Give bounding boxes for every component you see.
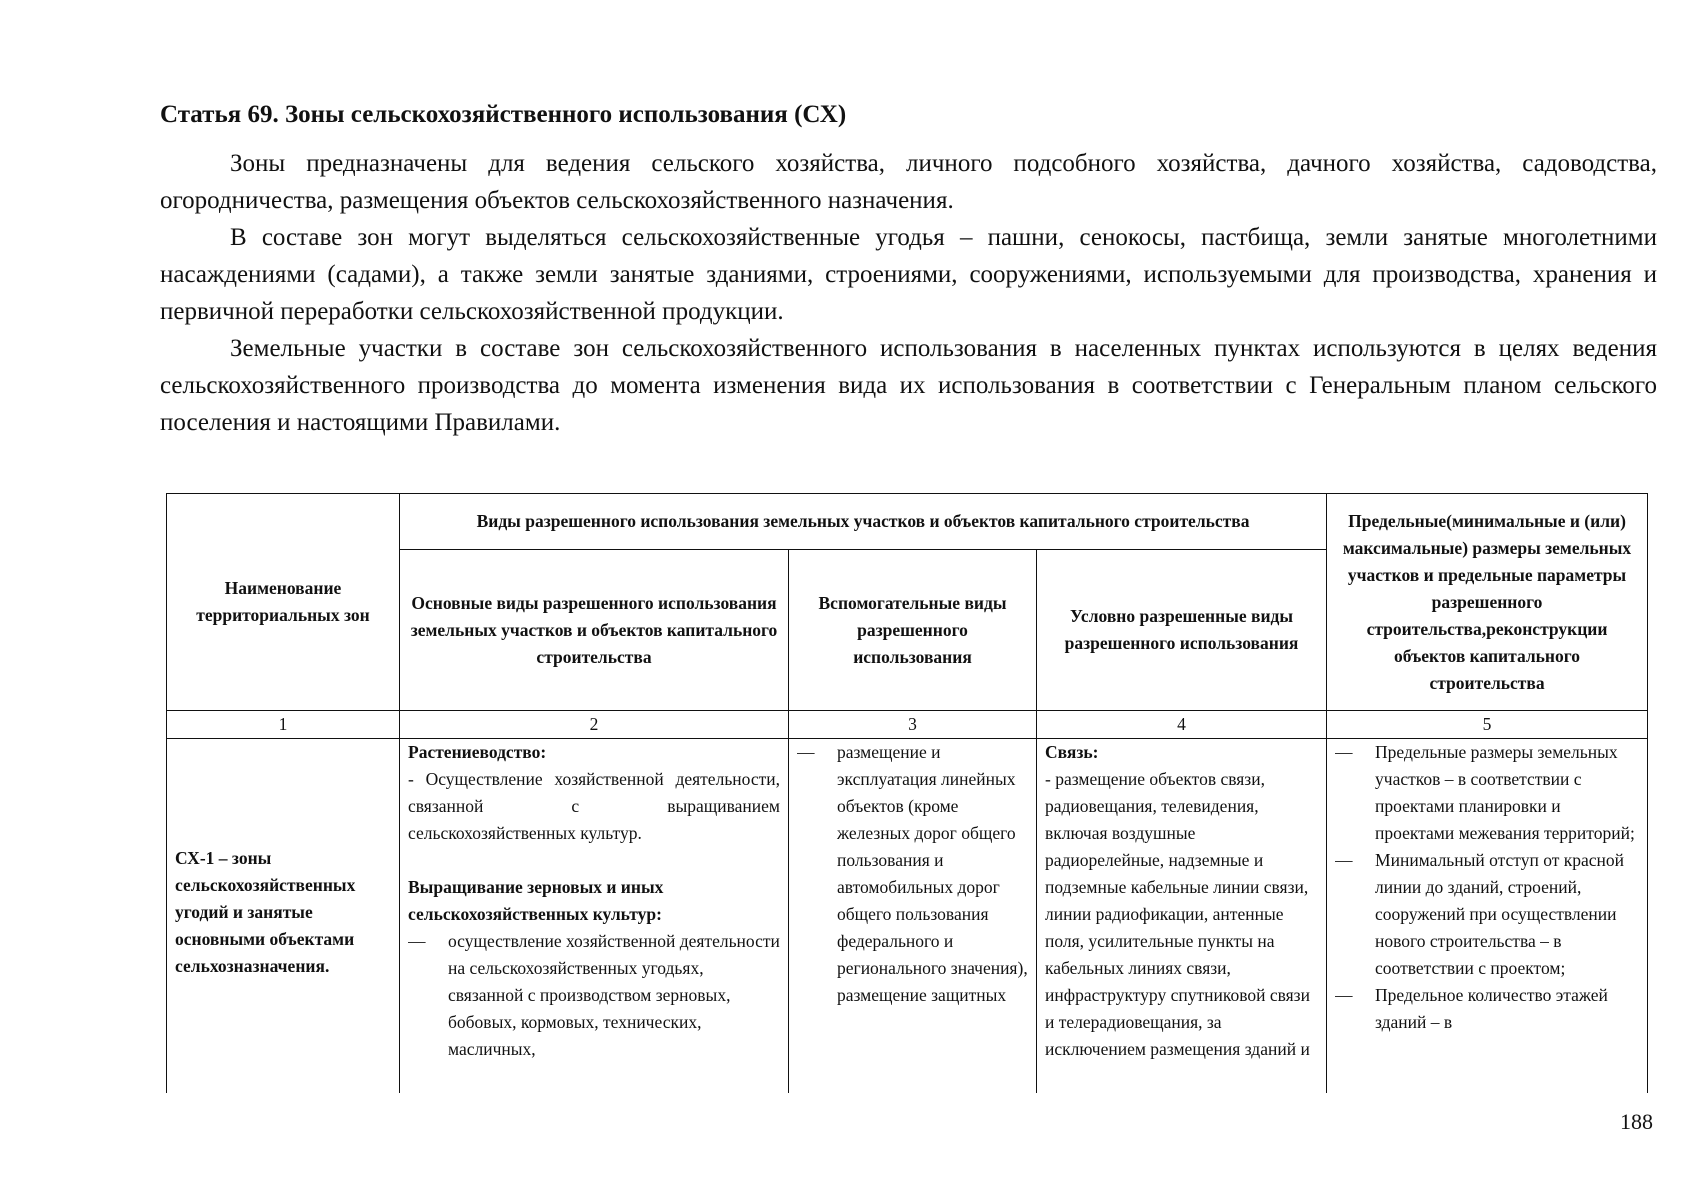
header-limits: Предельные(минимальные и (или) максимальные) размеры земельных участков и предельные параметры разрешенного строительства,реконструкции объектов капитального строительства xyxy=(1327,494,1648,711)
block-title: Растениеводство: xyxy=(408,742,547,762)
list-item xyxy=(408,928,780,1063)
column-number: 5 xyxy=(1327,711,1648,739)
list-item-text: Предельные размеры земельных участков – в соответствии с проектами планировки и проектами межевания территорий; xyxy=(1375,742,1635,843)
limits-cell xyxy=(1327,739,1648,1094)
list-item xyxy=(1335,739,1639,847)
conditional-uses-cell xyxy=(1037,739,1327,1094)
header-permitted-uses-group: Виды разрешенного использования земельных участков и объектов капитального строительства xyxy=(400,494,1327,550)
list-item-text: осуществление хозяйственной деятельности на сельскохозяйственных угодьях, связанной с производством зерновых, бобовых, кормовых, технических, масличных, xyxy=(448,931,780,1059)
header-conditional-uses: Условно разрешенные виды разрешенного использования xyxy=(1037,550,1327,711)
list-item xyxy=(1335,982,1639,1036)
block-title: Выращивание зерновых и иных сельскохозяйственных культур: xyxy=(408,877,664,924)
page-number: 188 xyxy=(1620,1109,1653,1134)
paragraph: Земельные участки в составе зон сельскохозяйственного использования в населенных пунктах используются в целях ведения сельскохозяйственного производства до момента изменения вида их использования в соответствии с Генеральным планом сельского поселения и настоящими Правилами. xyxy=(160,335,1657,436)
header-zone-name: Наименование территориальных зон xyxy=(167,494,400,711)
dash-bullet: — xyxy=(1335,985,1353,1005)
list-item-text: Предельное количество этажей зданий – в xyxy=(1375,985,1608,1032)
block-text: - Осуществление хозяйственной деятельности, связанной с выращиванием сельскохозяйственных культур. xyxy=(408,769,780,843)
block-text: - размещение объектов связи, радиовещания, телевидения, включая воздушные радиорелейные, надземные и подземные кабельные линии связи, линии радиофикации, антенные поля, усилительные пункты на кабельных линиях связи, инфраструктуру спутниковой связи и телерадиовещания, за исключением размещения зданий и xyxy=(1045,769,1310,1059)
auxiliary-uses-cell xyxy=(789,739,1037,1094)
zone-name-cell xyxy=(167,739,400,1094)
main-uses-cell xyxy=(400,739,789,1094)
list-item xyxy=(797,739,1028,1009)
dash-bullet: — xyxy=(408,931,426,951)
list-item-text: размещение и эксплуатация линейных объектов (кроме железных дорог общего пользования и автомобильных дорог общего пользования федерального и регионального значения), размещение защитных xyxy=(837,742,1028,1005)
dash-bullet: — xyxy=(1335,742,1353,762)
column-number: 4 xyxy=(1037,711,1327,739)
block-title: Связь: xyxy=(1045,742,1099,762)
paragraph: В составе зон могут выделяться сельскохозяйственные угодья – пашни, сенокосы, пастбища, земли занятые многолетними насаждениями (садами), а также земли занятые зданиями, строениями, сооружениями, используемыми для производства, хранения и первичной переработки сельскохозяйственной продукции. xyxy=(160,224,1657,325)
spacer xyxy=(408,847,780,874)
article-body xyxy=(160,145,1657,441)
column-number: 1 xyxy=(167,711,400,739)
column-number-row xyxy=(167,711,1648,739)
table-row xyxy=(167,739,1648,1094)
header-auxiliary-uses: Вспомогательные виды разрешенного использования xyxy=(789,550,1037,711)
article-title: Статья 69. Зоны сельскохозяйственного использования (СХ) xyxy=(160,101,847,128)
header-row-top xyxy=(167,494,1648,550)
column-number: 3 xyxy=(789,711,1037,739)
header-main-uses: Основные виды разрешенного использования земельных участков и объектов капитального строительства xyxy=(400,550,789,711)
list-item-text: Минимальный отступ от красной линии до зданий, строений, сооружений при осуществлении нового строительства – в соответствии с проектом; xyxy=(1375,850,1625,978)
paragraph: Зоны предназначены для ведения сельского хозяйства, личного подсобного хозяйства, дачного хозяйства, садоводства, огородничества, размещения объектов сельскохозяйственного назначения. xyxy=(160,150,1657,214)
list-item xyxy=(1335,847,1639,982)
column-number: 2 xyxy=(400,711,789,739)
dash-bullet: — xyxy=(1335,850,1353,870)
dash-bullet: — xyxy=(797,742,815,762)
zones-table xyxy=(166,493,1648,1093)
zone-name: СХ-1 – зоны сельскохозяйственных угодий и занятые основными объектами сельхозназначения. xyxy=(175,847,356,976)
